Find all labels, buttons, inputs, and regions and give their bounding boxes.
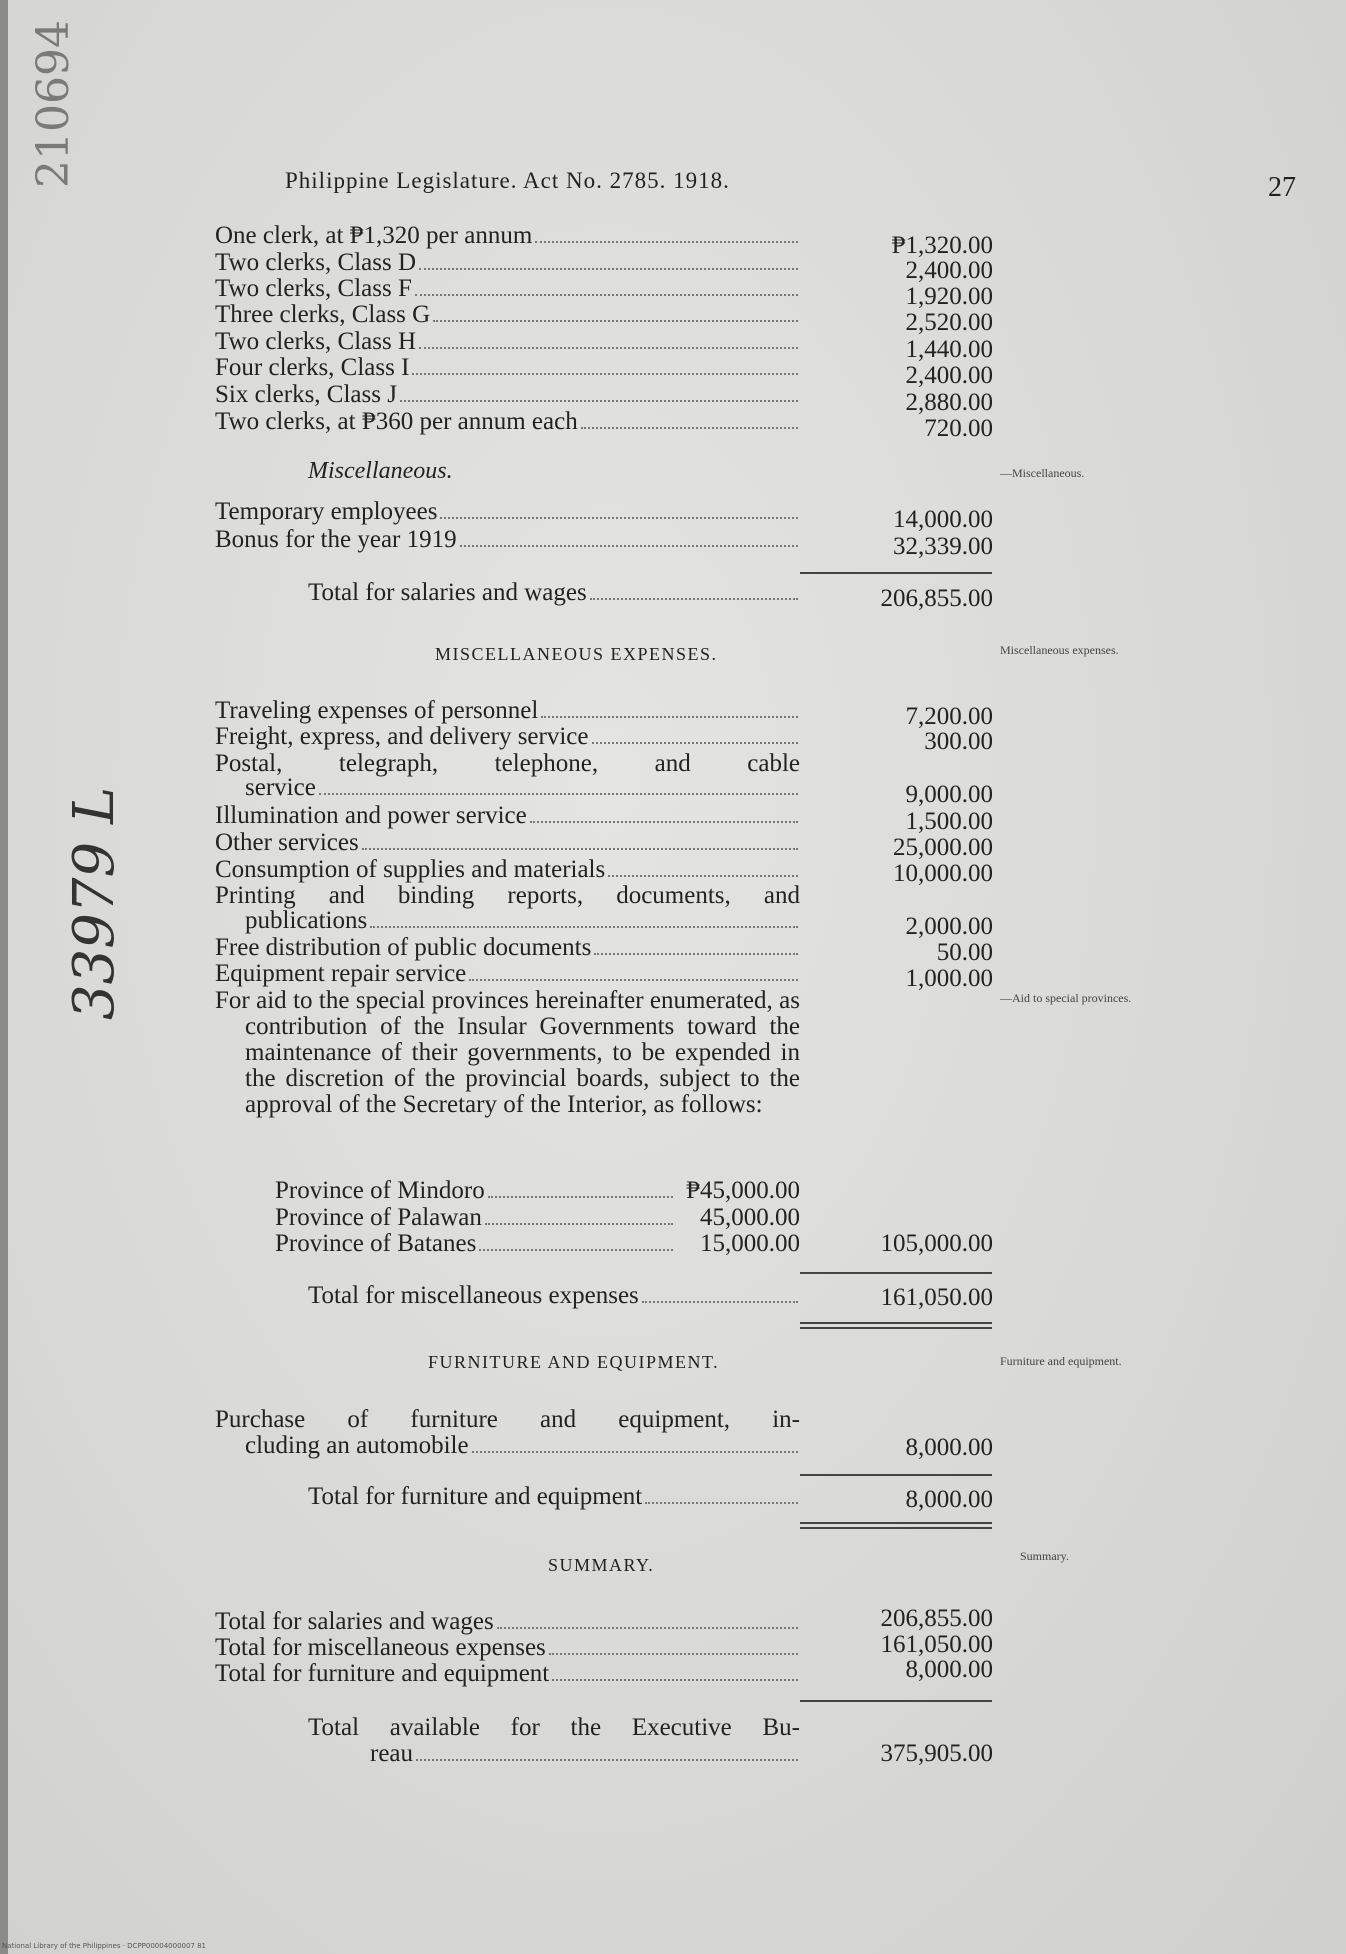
- salary-amount: 2,400.00: [905, 257, 993, 284]
- province-row: Province of Palawan: [275, 1204, 675, 1232]
- salary-amount: 2,880.00: [905, 389, 993, 416]
- province-row: Province of Batanes: [275, 1230, 675, 1258]
- salary-amount: 1,920.00: [905, 283, 993, 310]
- furniture-total-amount: 8,000.00: [905, 1486, 993, 1513]
- summary-row: Total for salaries and wages: [215, 1608, 800, 1636]
- salary-amount: 2,520.00: [905, 309, 993, 336]
- province-row: Province of Mindoro: [275, 1177, 675, 1205]
- province-amount: 15,000.00: [700, 1230, 800, 1257]
- misc-amount: 14,000.00: [893, 506, 993, 533]
- margin-note-miscellaneous: —Miscellaneous.: [1000, 466, 1085, 480]
- expense-amount: 1,500.00: [905, 808, 993, 835]
- expense-row: Equipment repair service: [215, 960, 800, 988]
- expense-line: Postal, telegraph, telephone, and cable: [215, 750, 800, 777]
- handwritten-side-mark: 33979 L: [62, 786, 127, 1020]
- furniture-item-row: cluding an automobile: [245, 1432, 800, 1460]
- provinces-total-amount: 105,000.00: [880, 1230, 993, 1257]
- margin-note-aid: —Aid to special provinces.: [1000, 991, 1132, 1005]
- furniture-total-row: Total for furniture and equipment: [308, 1483, 800, 1511]
- salary-row: Two clerks, Class F: [215, 275, 800, 303]
- grand-total-amount: 375,905.00: [880, 1740, 993, 1767]
- running-head: Philippine Legislature. Act No. 2785. 1918.: [285, 168, 730, 193]
- page-number: 27: [1268, 172, 1296, 203]
- misc-amount: 32,339.00: [893, 533, 993, 560]
- summary-heading: SUMMARY.: [548, 1555, 655, 1575]
- salary-row: Three clerks, Class G: [215, 301, 800, 329]
- salary-row: Four clerks, Class I: [215, 354, 800, 382]
- expense-row: service: [245, 774, 800, 802]
- summary-row: Total for furniture and equipment: [215, 1660, 800, 1688]
- salary-row: Two clerks, at ₱360 per annum each: [215, 408, 800, 436]
- total-rule: [800, 1700, 992, 1702]
- margin-note-summary: Summary.: [1020, 1549, 1069, 1563]
- salaries-total-amount: 206,855.00: [880, 585, 993, 612]
- grand-total-line1: Total available for the Executive Bu-: [308, 1714, 800, 1741]
- salary-amount: 1,440.00: [905, 336, 993, 363]
- salary-row: Two clerks, Class D: [215, 249, 800, 277]
- margin-note-furniture: Furniture and equipment.: [1000, 1354, 1122, 1368]
- aid-paragraph: For aid to the special provinces hereinafter enumerated, as contribution of the Insular Governments toward the maintenance of their governments, to be expended in the discretion of the provincial boards, subject to the approval of the Secretary of the Interior, as follows:: [215, 987, 800, 1118]
- miscellaneous-heading: Miscellaneous.: [308, 458, 453, 484]
- expense-amount: 7,200.00: [905, 703, 993, 730]
- salary-row: Two clerks, Class H: [215, 328, 800, 356]
- salary-amount: 720.00: [924, 415, 993, 442]
- expense-amount: 1,000.00: [905, 965, 993, 992]
- grand-total-row: reau: [370, 1740, 800, 1768]
- misc-expenses-total-amount: 161,050.00: [880, 1284, 993, 1311]
- summary-amount: 8,000.00: [905, 1656, 993, 1683]
- misc-row: Bonus for the year 1919: [215, 526, 800, 554]
- expense-amount: 25,000.00: [893, 834, 993, 861]
- province-amount: ₱45,000.00: [686, 1177, 800, 1204]
- summary-row: Total for miscellaneous expenses: [215, 1634, 800, 1662]
- salary-row: Six clerks, Class J: [215, 381, 800, 409]
- misc-row: Temporary employees: [215, 498, 800, 526]
- expense-amount: 2,000.00: [905, 913, 993, 940]
- expense-row: Traveling expenses of personnel: [215, 697, 800, 725]
- expense-row: Freight, express, and delivery service: [215, 723, 800, 751]
- expense-amount: 300.00: [924, 728, 993, 755]
- salary-amount: ₱1,320.00: [891, 232, 993, 259]
- total-rule: [800, 1272, 992, 1274]
- expense-line: Printing and binding reports, documents, and: [215, 882, 800, 909]
- expense-row: Free distribution of public documents: [215, 934, 800, 962]
- expense-amount: 9,000.00: [905, 781, 993, 808]
- misc-expenses-heading: MISCELLANEOUS EXPENSES.: [435, 644, 718, 664]
- furniture-item-amount: 8,000.00: [905, 1434, 993, 1461]
- margin-note-misc-expenses: Miscellaneous expenses.: [1000, 643, 1119, 657]
- salary-row: One clerk, at ₱1,320 per annum: [215, 222, 800, 250]
- total-rule: [800, 572, 992, 574]
- summary-amount: 161,050.00: [880, 1631, 993, 1658]
- salaries-total-row: Total for salaries and wages: [308, 579, 800, 607]
- scan-edge: [0, 0, 8, 1954]
- misc-expenses-total-row: Total for miscellaneous expenses: [308, 1282, 800, 1310]
- expense-row: publications: [245, 907, 800, 935]
- handwritten-top-mark: 210694: [28, 20, 79, 188]
- province-amount: 45,000.00: [700, 1204, 800, 1231]
- salary-amount: 2,400.00: [905, 362, 993, 389]
- double-rule: [800, 1322, 992, 1329]
- expense-row: Other services: [215, 829, 800, 857]
- total-rule: [800, 1474, 992, 1476]
- furniture-item-line1: Purchase of furniture and equipment, in-: [215, 1406, 800, 1433]
- expense-amount: 10,000.00: [893, 860, 993, 887]
- double-rule: [800, 1522, 992, 1529]
- expense-row: Consumption of supplies and materials: [215, 856, 800, 884]
- scan-footer: National Library of the Philippines · DCPP00004000007 81: [2, 1942, 207, 1950]
- expense-amount: 50.00: [936, 939, 993, 966]
- furniture-heading: FURNITURE AND EQUIPMENT.: [428, 1352, 720, 1372]
- summary-amount: 206,855.00: [880, 1605, 993, 1632]
- expense-row: Illumination and power service: [215, 802, 800, 830]
